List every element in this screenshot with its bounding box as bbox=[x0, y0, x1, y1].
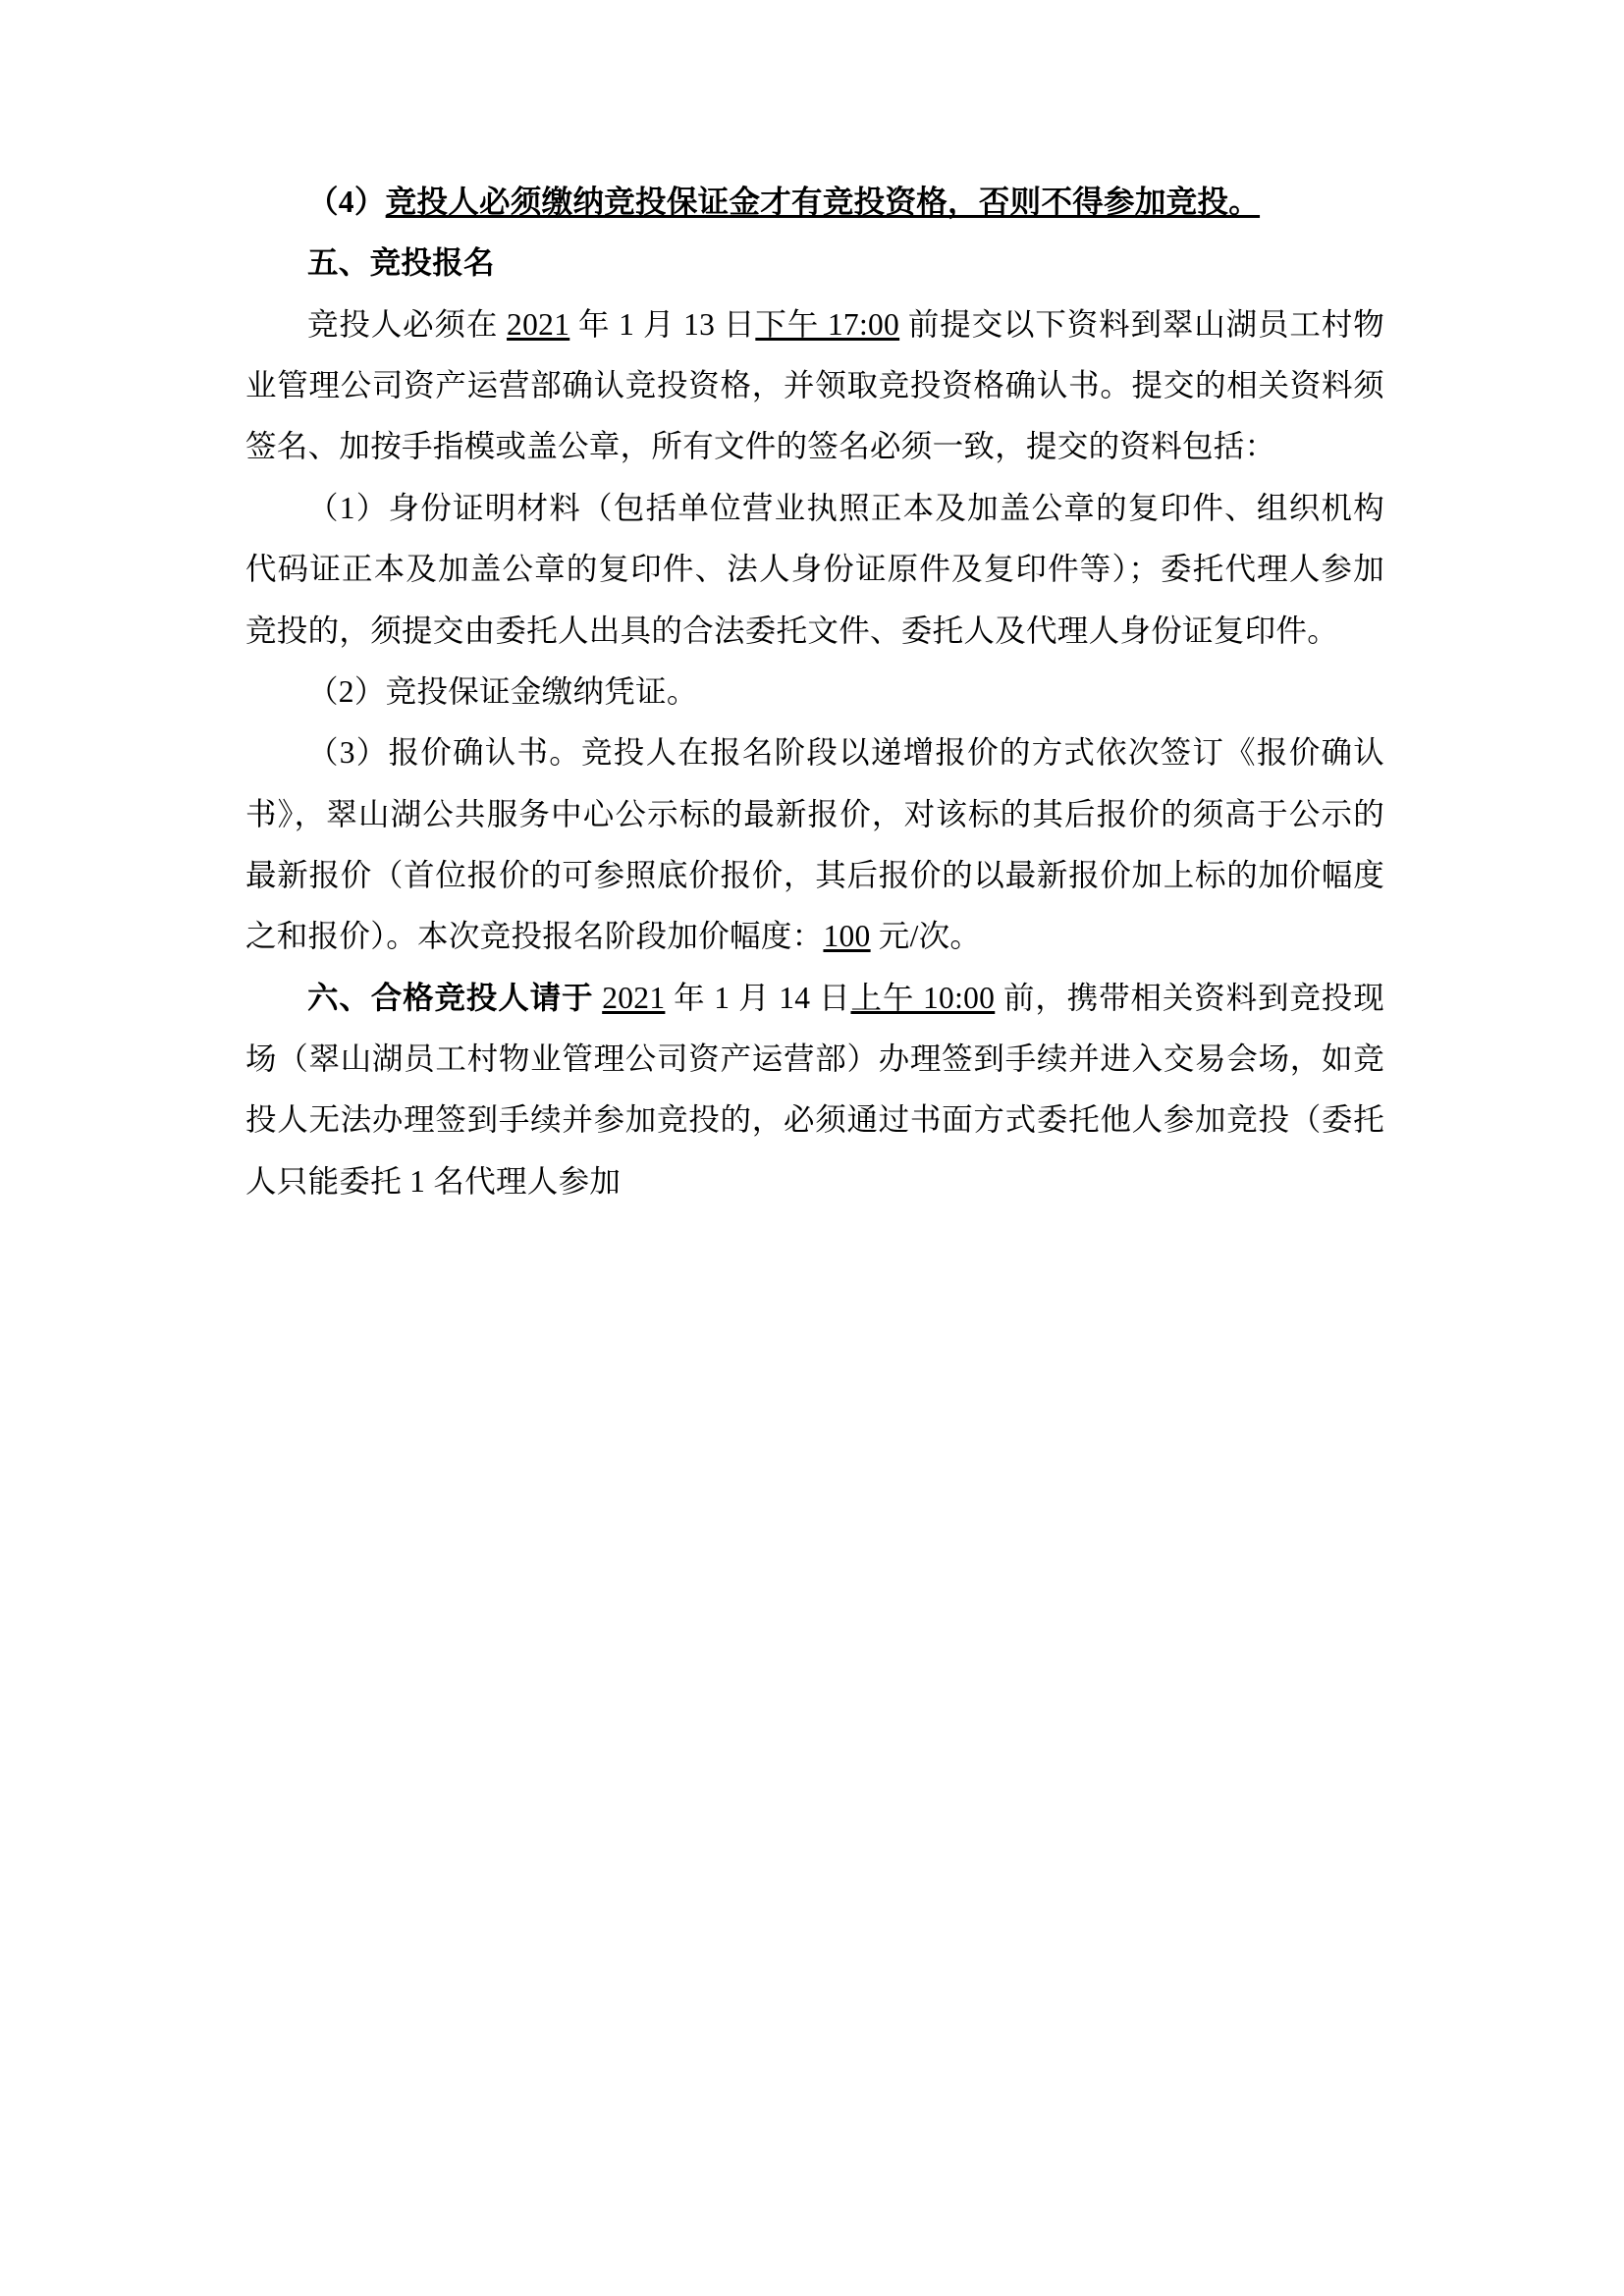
document-body bbox=[245, 172, 1384, 1212]
paragraph-section-six bbox=[245, 968, 1384, 1212]
registration-intro-part-3: 前提交以下资料到翠山湖员工村物业管理公司资产运营部确认竞投资格，并领取竞投资格确认书。提交的相关资料须签名、加按手指模或盖公章，所有文件的签名必须一致，提交的资料包括： bbox=[245, 306, 1384, 464]
section-six-part-2: 年 1 月 14 日 bbox=[665, 980, 851, 1015]
paragraph-section-five-heading bbox=[245, 233, 1384, 294]
clause-4-text: 竞投人必须缴纳竞投保证金才有竞投资格，否则不得参加竞投。 bbox=[385, 185, 1261, 219]
item-1-text: （1）身份证明材料（包括单位营业执照正本及加盖公章的复印件、组织机构代码证正本及加盖公章的复印件、法人身份证原件及复印件等）；委托代理人参加竞投的，须提交由委托人出具的合法委托文件、委托人及代理人身份证复印件。 bbox=[245, 490, 1384, 648]
section-six-time: 上午 10:00 bbox=[850, 980, 996, 1015]
paragraph-item-2 bbox=[245, 662, 1384, 722]
paragraph-registration-intro bbox=[245, 294, 1384, 478]
item-2-text: （2）竞投保证金缴纳凭证。 bbox=[307, 673, 698, 709]
item-3-part-2: 元/次。 bbox=[870, 919, 982, 954]
registration-intro-part-2: 年 1 月 13 日 bbox=[569, 306, 756, 342]
section-six-year: 2021 bbox=[602, 980, 666, 1015]
paragraph-clause-4 bbox=[245, 172, 1384, 233]
registration-intro-part-1: 竞投人必须在 bbox=[307, 306, 508, 342]
registration-intro-deadline-time: 下午 17:00 bbox=[755, 306, 900, 342]
registration-intro-year: 2021 bbox=[507, 306, 570, 342]
paragraph-item-1 bbox=[245, 478, 1384, 662]
item-3-increment-amount: 100 bbox=[823, 919, 871, 954]
clause-4-prefix: （4） bbox=[307, 185, 386, 219]
section-five-heading-text: 五、竞投报名 bbox=[307, 245, 495, 281]
section-six-number: 六、 bbox=[307, 980, 371, 1015]
section-six-part-3: 前，携带相关资料到竞投现场（翠山湖员工村物业管理公司资产运营部）办理签到手续并进入交易会场，如竞投人无法办理签到手续并参加竞投的，必须通过书面方式委托他人参加竞投（委托人只能委托 1 名代理人参加 bbox=[245, 980, 1384, 1199]
section-six-lead: 合格竞投人请于 bbox=[370, 980, 603, 1015]
paragraph-item-3 bbox=[245, 722, 1384, 967]
item-3-part-1: （3）报价确认书。竞投人在报名阶段以递增报价的方式依次签订《报价确认书》，翠山湖公共服务中心公示标的最新报价，对该标的其后报价的须高于公示的最新报价（首位报价的可参照底价报价，其后报价的以最新报价加上标的加价幅度之和报价）。本次竞投报名阶段加价幅度： bbox=[245, 735, 1384, 954]
